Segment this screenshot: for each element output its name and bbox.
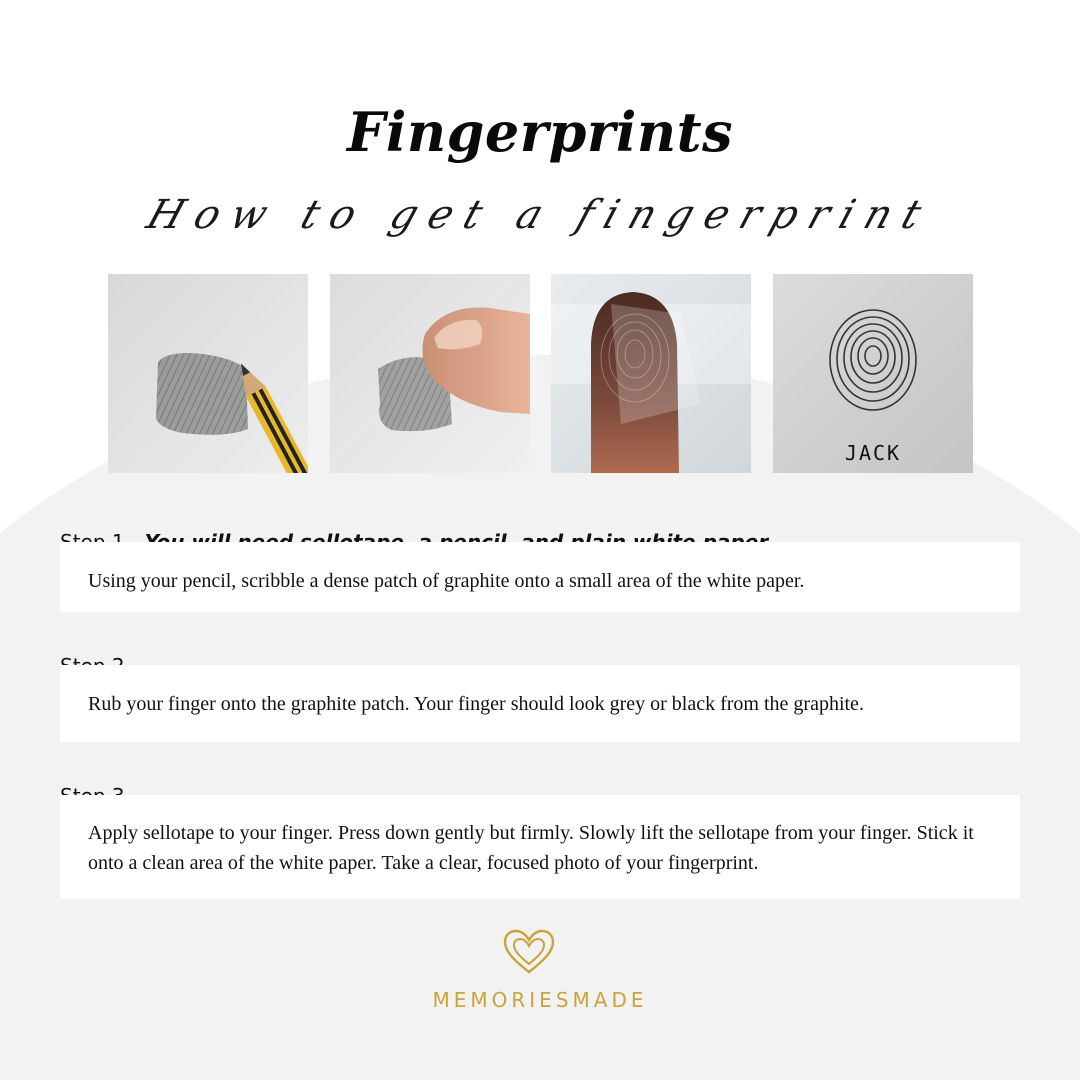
graphite-scribble-pencil-photo (108, 274, 308, 473)
finger-on-graphite-photo (330, 274, 530, 473)
brand-name: MEMORIESMADE (432, 988, 648, 1012)
fingerprint-name-label: JACK (844, 441, 902, 465)
step-2-instructions (60, 665, 1020, 742)
step-1-text: Using your pencil, scribble a dense patch of graphite onto a small area of the white paper. (88, 570, 805, 592)
step-3-text: Apply sellotape to your finger. Press down gently but firmly. Slowly lift the sellotape from your finger. Stick it onto a clean area of the white paper. Take a clear, focused photo of your fingerprint. (88, 822, 974, 874)
double-heart-icon (501, 928, 557, 976)
step-1-instructions (60, 542, 1020, 612)
page-title: Fingerprints (346, 100, 733, 164)
step-3-instructions (60, 795, 1020, 899)
step-2-text: Rub your finger onto the graphite patch. Your finger should look grey or black from the graphite. (88, 693, 864, 715)
fingerprint-result-photo (773, 274, 973, 473)
page-subtitle: How to get a fingerprint (141, 192, 939, 238)
finger-with-sellotape-photo (551, 274, 751, 473)
